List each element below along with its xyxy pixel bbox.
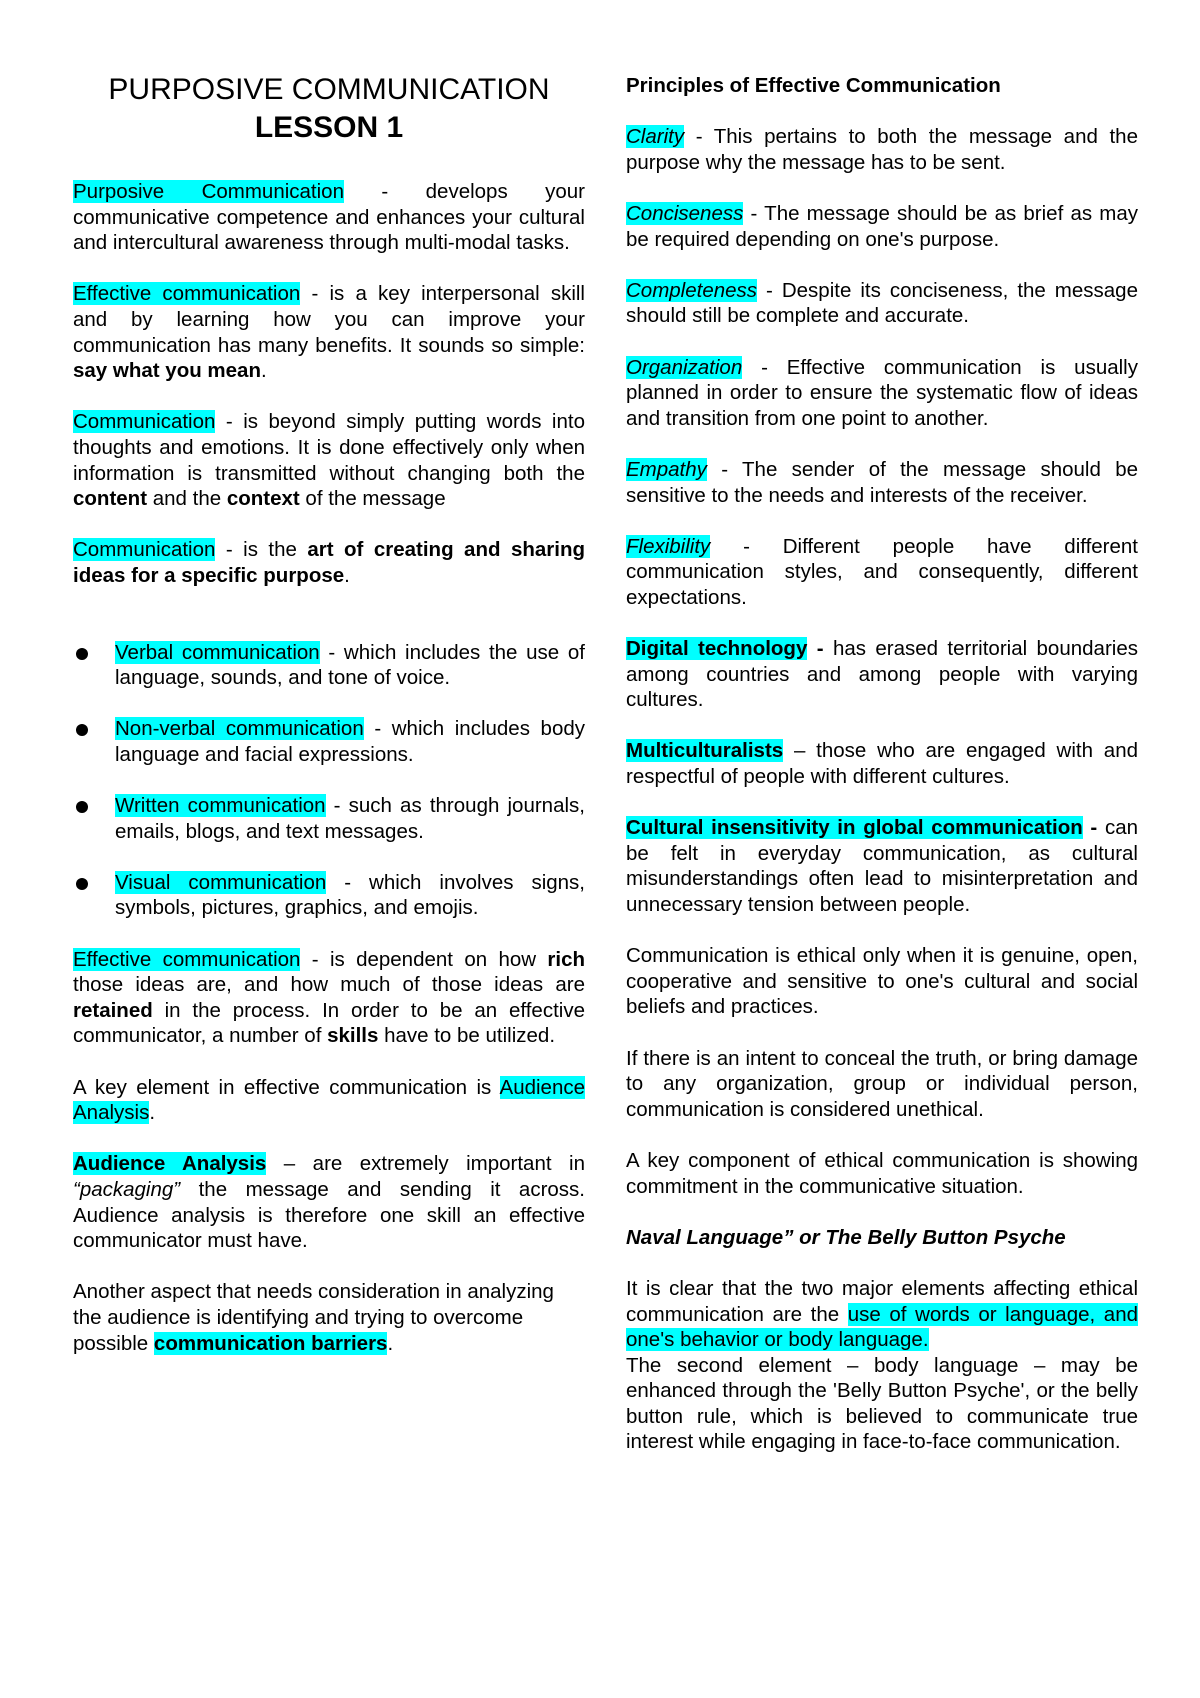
ethical-paragraph-3: A key component of ethical communication is showing commitment in the communicative situation.: [626, 1148, 1138, 1198]
principle-organization: Organization - Effective communication is usually planned in order to ensure the systematic flow of ideas and transition from one point to another.: [626, 355, 1138, 430]
barriers-paragraph: Another aspect that needs consideration in analyzing the audience is identifying and trying to overcome possible communication barriers.: [73, 1280, 554, 1355]
highlighted-term: Completeness: [626, 278, 758, 302]
highlighted-term: Communication: [73, 538, 216, 562]
bullet-icon: [76, 724, 88, 736]
key-element-paragraph: A key element in effective communication is Audience Analysis.: [73, 1075, 585, 1125]
highlighted-term: Verbal communication: [115, 640, 320, 664]
list-item: Visual communication - which involves signs, symbols, pictures, graphics, and emojis.: [73, 870, 585, 921]
principle-empathy: Empathy - The sender of the message should be sensitive to the needs and interests of the receiver.: [626, 457, 1138, 507]
left-column: [73, 0, 585, 1356]
principle-completeness: Completeness - Despite its conciseness, the message should still be complete and accurate.: [626, 278, 1138, 328]
bullet-icon: [76, 801, 88, 813]
highlighted-term: Visual communication: [115, 870, 327, 894]
principles-heading: Principles of Effective Communication: [626, 74, 1001, 97]
highlighted-term: Purposive Communication: [73, 180, 344, 203]
definition-purposive: Purposive Communication - develops your communicative competence and enhances your cultural and intercultural awareness through multi-modal tasks.: [73, 180, 585, 255]
bullet-icon: [76, 878, 88, 890]
communication-types-list: [73, 640, 585, 922]
highlighted-term: Written communication: [115, 794, 326, 818]
ethical-paragraph-1: Communication is ethical only when it is genuine, open, cooperative and sensitive to one's cultural and social beliefs and practices.: [626, 944, 1138, 1019]
highlighted-term: Empathy: [626, 457, 707, 481]
list-item: Non-verbal communication - which includes body language and facial expressions.: [73, 716, 585, 767]
highlighted-term: Digital technology: [626, 637, 808, 661]
highlighted-term: use of words or language, and one's behavior or body language.: [626, 1302, 1138, 1352]
naval-paragraph-1: It is clear that the two major elements affecting ethical communication are the use of words or language, and one's behavior or body language.: [626, 1276, 1138, 1352]
definition-audience-analysis: Audience Analysis – are extremely important in “packaging” the message and sending it across. Audience analysis is therefore one skill an effective communicator must have.: [73, 1152, 585, 1253]
highlighted-term: Non-verbal communication: [115, 717, 364, 741]
definition-effective-communication: Effective communication - is a key interpersonal skill and by learning how you can improve your communication has many benefits. It sounds so simple: say what you mean.: [73, 282, 585, 383]
naval-language-heading: Naval Language” or The Belly Button Psyche: [626, 1225, 1066, 1249]
highlighted-term: Effective communication: [73, 282, 301, 306]
bullet-icon: [76, 648, 88, 660]
highlighted-term: Audience Analysis: [73, 1152, 267, 1176]
highlighted-term: Conciseness: [626, 201, 744, 225]
highlighted-term: Clarity: [626, 125, 685, 149]
highlighted-term: Flexibility: [626, 534, 711, 558]
highlighted-term: Communication: [73, 410, 216, 434]
right-column: [626, 0, 1138, 1455]
lesson-label: LESSON 1: [254, 111, 404, 144]
highlighted-term: Multiculturalists: [626, 739, 784, 763]
digital-technology-paragraph: Digital technology - has erased territorial boundaries among countries and among people with varying cultures.: [626, 637, 1138, 712]
highlighted-term: Cultural insensitivity in global communication: [626, 816, 1083, 840]
list-item: Written communication - such as through journals, emails, blogs, and text messages.: [73, 793, 585, 844]
definition-communication-1: Communication - is beyond simply putting words into thoughts and emotions. It is done effectively only when information is transmitted without changing both the content and the context of the message: [73, 410, 585, 511]
principle-clarity: Clarity - This pertains to both the message and the purpose why the message has to be sent.: [626, 125, 1138, 174]
highlighted-term: Organization: [626, 355, 743, 379]
highlighted-term: Audience Analysis: [73, 1075, 585, 1125]
highlighted-term: communication barriers: [153, 1331, 388, 1355]
highlighted-term: Effective communication: [73, 947, 301, 971]
document-title: PURPOSIVE COMMUNICATION: [108, 73, 550, 106]
naval-paragraph-2: The second element – body language – may be enhanced through the 'Belly Button Psyche', or the belly button rule, which is believed to communicate true interest while engaging in face-to-face communication.: [626, 1353, 1138, 1454]
principle-conciseness: Conciseness - The message should be as brief as may be required depending on one's purpose.: [626, 201, 1138, 251]
ethical-paragraph-2: If there is an intent to conceal the truth, or bring damage to any organization, group or individual person, communication is considered unethical.: [626, 1046, 1138, 1121]
definition-communication-2: Communication - is the art of creating and sharing ideas for a specific purpose.: [73, 538, 585, 587]
principle-flexibility: Flexibility - Different people have different communication styles, and consequently, different expectations.: [626, 534, 1138, 609]
multiculturalists-paragraph: Multiculturalists – those who are engaged with and respectful of people with different cultures.: [626, 739, 1138, 789]
list-item: Verbal communication - which includes the use of language, sounds, and tone of voice.: [73, 640, 585, 691]
definition-effective-communication-2: Effective communication - is dependent on how rich those ideas are, and how much of those ideas are retained in the process. In order to be an effective communicator, a number of skills have to be utilized.: [73, 947, 585, 1048]
cultural-insensitivity-paragraph: Cultural insensitivity in global communication - can be felt in everyday communication, as cultural misunderstandings often lead to misinterpretation and unnecessary tension between people.: [626, 816, 1139, 916]
